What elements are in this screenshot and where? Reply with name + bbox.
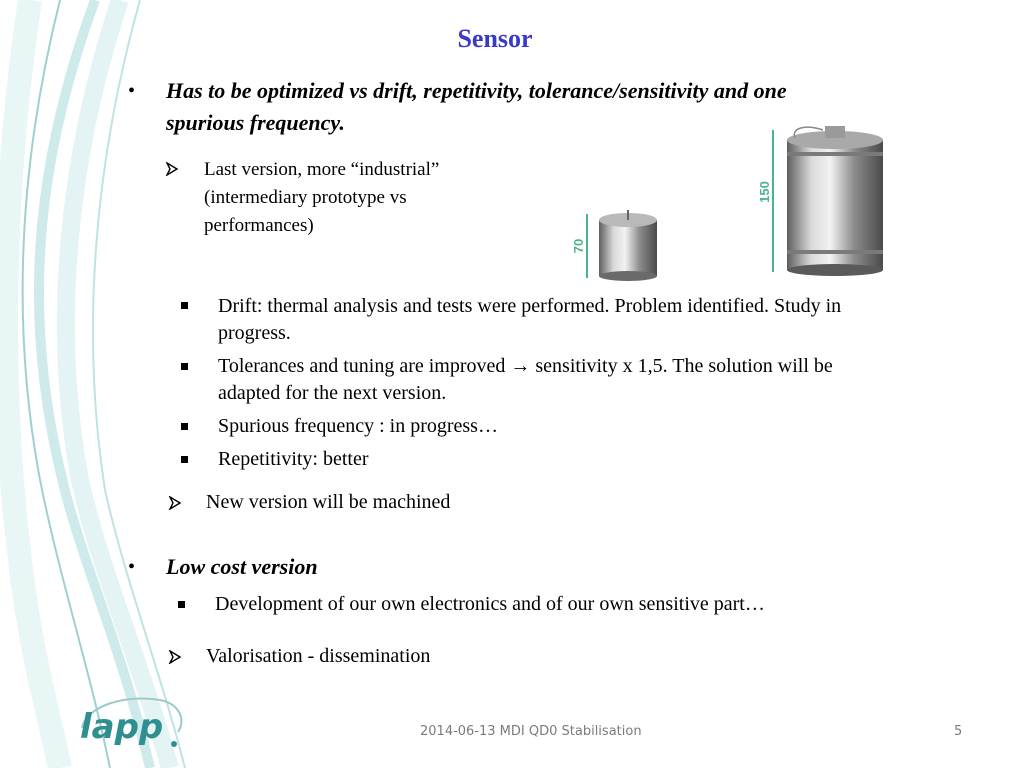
sub-bullet-line: Last version, more “industrial” [204, 159, 440, 180]
slide-title: Sensor [457, 24, 533, 53]
detail-item [218, 353, 958, 407]
sensor-photo [555, 122, 895, 282]
arrow-bullet-icon [165, 162, 179, 176]
detail-line: adapted for the next version. [218, 382, 447, 404]
arrow-bullet-icon [168, 650, 182, 664]
bullet-line: Has to be optimized vs drift, repetitivity, tolerance/sensitivity and one [166, 78, 787, 103]
bullet-line: spurious frequency. [166, 110, 345, 135]
square-bullet-icon [181, 363, 188, 370]
sub-bullet-line: (intermediary prototype vs [204, 187, 407, 208]
footer-date: 2014-06-13 MDI QD0 Stabilisation [420, 724, 642, 739]
square-bullet-icon [178, 601, 185, 608]
lapp-logo [76, 692, 188, 756]
bullet-dot: • [128, 556, 136, 578]
large-dimension-label: 150 [757, 181, 772, 203]
sub-bullet-text: Valorisation - dissemination [206, 645, 431, 667]
arrow-bullet-icon [168, 496, 182, 510]
sub-bullet-text: New version will be machined [206, 491, 451, 513]
bullet-text: Low cost version [166, 554, 318, 579]
sub-bullet-text [204, 156, 524, 240]
square-bullet-icon [181, 423, 188, 430]
detail-item [218, 293, 958, 347]
small-dimension-label: 70 [571, 238, 586, 254]
bullet-dot: • [128, 80, 136, 102]
detail-item: Spurious frequency : in progress… [218, 415, 498, 437]
detail-line: progress. [218, 322, 291, 344]
detail-item: Development of our own electronics and of our own sensitive part… [215, 593, 765, 615]
page-number: 5 [954, 724, 963, 739]
detail-line: Tolerances and tuning are improved → sensitivity x 1,5. The solution will be [218, 355, 833, 377]
detail-line: Drift: thermal analysis and tests were performed. Problem identified. Study in [218, 295, 842, 317]
sub-bullet-line: performances) [204, 215, 314, 236]
logo-text: lapp [80, 707, 164, 747]
square-bullet-icon [181, 456, 188, 463]
detail-item: Repetitivity: better [218, 448, 369, 470]
square-bullet-icon [181, 302, 188, 309]
